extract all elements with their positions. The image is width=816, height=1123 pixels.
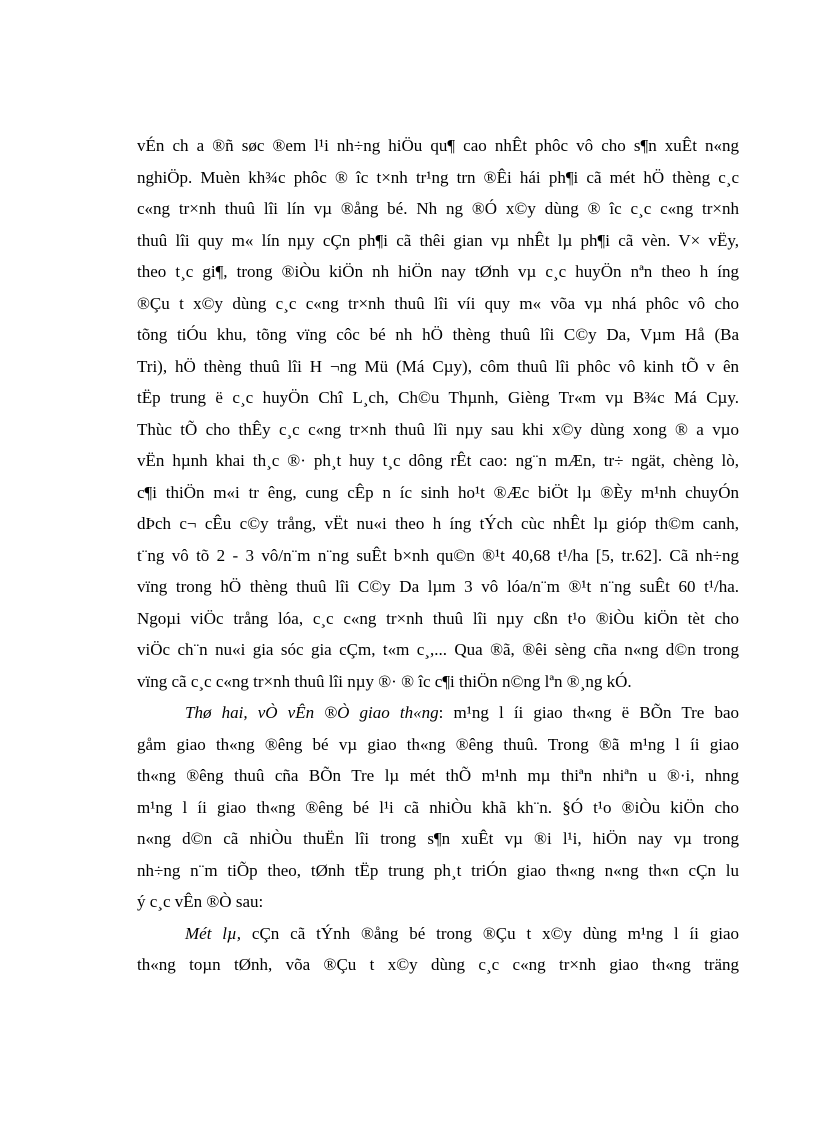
italic-heading: Mét lµ, bbox=[185, 923, 242, 943]
text-line: nh÷ng n¨m tiÕp theo, tØnh tËp trung ph¸t triÓn giao th«ng n«ng th«n cÇn lu bbox=[137, 860, 739, 880]
text-line: th«ng ®êng thuû cña BÕn Tre lµ mét thÕ m¹nh mµ thiªn nhiªn u ®·i, nhng bbox=[137, 766, 739, 785]
text-line: vÉn ch a ®ñ søc ®em l¹i nh÷ng hiÖu qu¶ cao nhÊt phôc vô cho s¶n xuÊt n«ng bbox=[137, 136, 739, 155]
text-line: ý c¸c vÊn ®Ò sau: bbox=[137, 892, 264, 911]
text-line: t¨ng vô tõ 2 - 3 vô/n¨m n¨ng suÊt b×nh qu©n ®¹t 40,68 t¹/ha [5, tr.62]. Cã nh÷ng bbox=[137, 545, 739, 565]
text-line: c¶i thiÖn m«i tr êng, cung cÊp n íc sinh ho¹t ®Æc biÖt lµ ®Èy m¹nh chuyÓn bbox=[137, 482, 739, 502]
text-line: dÞch c¬ cÊu c©y trång, vËt nu«i theo h íng tÝch cùc nhÊt lµ gióp th©m canh, bbox=[137, 514, 739, 533]
text-line: nghiÖp. Muèn kh¾c phôc ® îc t×nh tr¹ng trn ®Êi hái ph¶i cã mét hÖ thèng c¸c bbox=[137, 167, 739, 187]
text-line bbox=[137, 918, 739, 950]
text-line: ®Çu t x©y dùng c¸c c«ng tr×nh thuû lîi víi quy m« võa vµ nhá phôc vô cho bbox=[137, 293, 739, 313]
text-line: th«ng toµn tØnh, võa ®Çu t x©y dùng c¸c c«ng tr×nh giao th«ng träng bbox=[137, 955, 739, 974]
text-line: vïng cã c¸c c«ng tr×nh thuû lîi nµy ®· ® îc c¶i thiÖn n©ng lªn ®¸ng kÓ. bbox=[137, 671, 632, 691]
text-line: theo t¸c gi¶, trong ®iÒu kiÖn nh hiÖn nay tØnh vµ c¸c huyÖn nªn theo h íng bbox=[137, 262, 739, 281]
body-text bbox=[137, 130, 739, 981]
text-line bbox=[137, 697, 739, 729]
line-text: : m¹ng l íi giao th«ng ë BÕn Tre bao bbox=[438, 703, 739, 722]
text-line: viÖc ch¨n nu«i gia sóc gia cÇm, t«m c¸,... Qua ®ã, ®êi sèng cña n«ng d©n trong bbox=[137, 640, 739, 659]
text-line: vïng trong hÖ thèng thuû lîi C©y Da lµm 3 vô lóa/n¨m ®¹t n¨ng suÊt 60 t¹/ha. bbox=[137, 577, 739, 596]
text-line: Thùc tÕ cho thÊy c¸c c«ng tr×nh thuû lîi nµy sau khi x©y dùng xong ® a vµo bbox=[137, 419, 739, 439]
text-line: n«ng d©n cã nhiÒu thuËn lîi trong s¶n xuÊt vµ ®i l¹i, hiÖn nay vµ trong bbox=[137, 829, 739, 848]
text-line: gåm giao th«ng ®êng bé vµ giao th«ng ®êng thuû. Trong ®ã m¹ng l íi giao bbox=[137, 734, 739, 754]
line-text: cÇn cã tÝnh ®ång bé trong ®Çu t x©y dùng m¹ng l íi giao bbox=[241, 923, 739, 943]
text-line: vËn hµnh khai th¸c ®· ph¸t huy t¸c dông rÊt cao: ng¨n mÆn, tr÷ ngät, chèng lò, bbox=[137, 451, 739, 470]
italic-heading: Thø hai, vÒ vÊn ®Ò giao th«ng bbox=[185, 703, 439, 722]
text-line: tõng tiÓu khu, tõng vïng côc bé nh hÖ thèng thuû lîi C©y Da, Vµm Hå (Ba bbox=[137, 325, 739, 344]
text-line: Tri), hÖ thèng thuû lîi H ¬ng Mü (Má Cµy), côm thuû lîi phôc vô kinh tÕ v ên bbox=[137, 356, 739, 376]
text-line: tËp trung ë c¸c huyÖn Chî L¸ch, Ch©u Thµnh, Gièng Tr«m vµ B¾c Má Cµy. bbox=[137, 388, 739, 407]
text-line: thuû lîi quy m« lín nµy cÇn ph¶i cã thêi gian vµ nhÊt lµ ph¶i cã vèn. V× vËy, bbox=[137, 230, 739, 250]
text-line: c«ng tr×nh thuû lîi lín vµ ®ång bé. Nh ng ®Ó x©y dùng ® îc c¸c c«ng tr×nh bbox=[137, 199, 739, 218]
text-line: m¹ng l íi giao th«ng ®êng bé l¹i cã nhiÒu khã kh¨n. §Ó t¹o ®iÒu kiÖn cho bbox=[137, 797, 739, 817]
text-line: Ngoµi viÖc trång lóa, c¸c c«ng tr×nh thuû lîi nµy cßn t¹o ®iÒu kiÖn tèt cho bbox=[137, 608, 739, 628]
